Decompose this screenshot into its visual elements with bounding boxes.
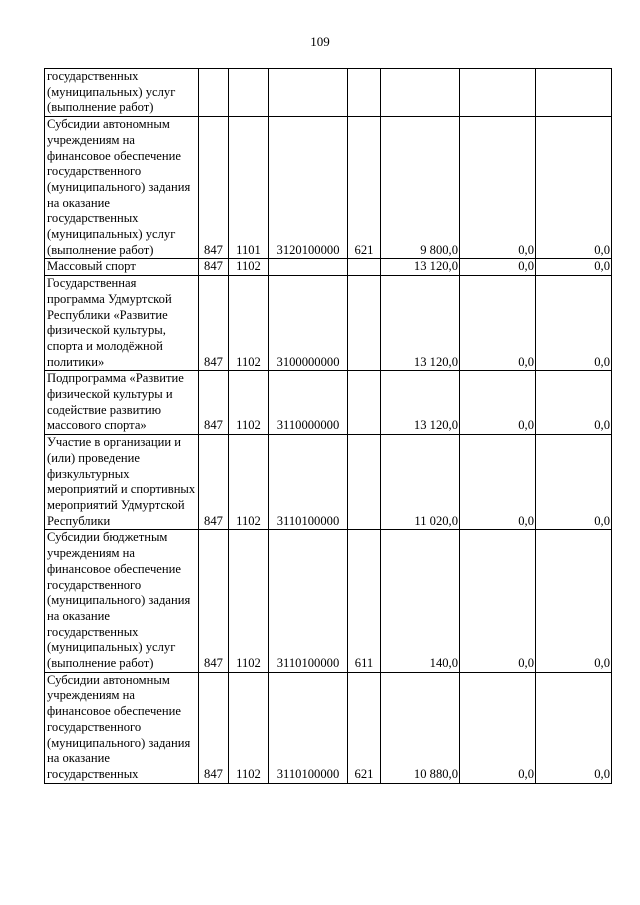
cell-name: государственных (муниципальных) услуг (выполнение работ) bbox=[45, 69, 199, 117]
cell-name: Государственная программа Удмуртской Республики «Развитие физической культуры, спорта и молодёжной политики» bbox=[45, 276, 199, 371]
cell-ministry-code: 847 bbox=[199, 435, 229, 530]
budget-table bbox=[44, 68, 612, 784]
cell-target-article bbox=[269, 259, 348, 276]
cell-amount-3: 0,0 bbox=[536, 276, 612, 371]
cell-target-article: 3110000000 bbox=[269, 371, 348, 435]
cell-amount-2: 0,0 bbox=[460, 530, 536, 672]
cell-target-article: 3110100000 bbox=[269, 530, 348, 672]
table-row bbox=[45, 530, 612, 672]
cell-expense-type: 611 bbox=[348, 530, 381, 672]
cell-target-article: 3110100000 bbox=[269, 435, 348, 530]
cell-amount: 11 020,0 bbox=[381, 435, 460, 530]
cell-section-code: 1102 bbox=[229, 435, 269, 530]
cell-amount-3: 0,0 bbox=[536, 435, 612, 530]
table-row bbox=[45, 371, 612, 435]
cell-section-code: 1102 bbox=[229, 530, 269, 672]
cell-target-article: 3100000000 bbox=[269, 276, 348, 371]
table-row bbox=[45, 259, 612, 276]
cell-name: Субсидии автономным учреждениям на финансовое обеспечение государственного (муниципального) задания на оказание государственных bbox=[45, 672, 199, 783]
table-body bbox=[45, 69, 612, 784]
cell-section-code: 1102 bbox=[229, 276, 269, 371]
cell-expense-type bbox=[348, 276, 381, 371]
cell-expense-type bbox=[348, 371, 381, 435]
cell-expense-type bbox=[348, 259, 381, 276]
table-row bbox=[45, 435, 612, 530]
table-row bbox=[45, 672, 612, 783]
cell-name: Подпрограмма «Развитие физической культуры и содействие развитию массового спорта» bbox=[45, 371, 199, 435]
cell-expense-type: 621 bbox=[348, 672, 381, 783]
cell-amount-2: 0,0 bbox=[460, 435, 536, 530]
cell-expense-type bbox=[348, 69, 381, 117]
cell-target-article bbox=[269, 69, 348, 117]
cell-amount bbox=[381, 69, 460, 117]
cell-name: Участие в организации и (или) проведение физкультурных мероприятий и спортивных мероприятий Удмуртской Республики bbox=[45, 435, 199, 530]
cell-amount: 13 120,0 bbox=[381, 371, 460, 435]
cell-amount-3: 0,0 bbox=[536, 530, 612, 672]
cell-section-code: 1102 bbox=[229, 259, 269, 276]
cell-ministry-code: 847 bbox=[199, 672, 229, 783]
cell-amount-3: 0,0 bbox=[536, 117, 612, 259]
table-row bbox=[45, 117, 612, 259]
cell-ministry-code: 847 bbox=[199, 276, 229, 371]
cell-amount-3: 0,0 bbox=[536, 371, 612, 435]
table-row bbox=[45, 69, 612, 117]
table-row bbox=[45, 276, 612, 371]
cell-section-code bbox=[229, 69, 269, 117]
cell-ministry-code: 847 bbox=[199, 371, 229, 435]
cell-section-code: 1102 bbox=[229, 672, 269, 783]
cell-section-code: 1102 bbox=[229, 371, 269, 435]
cell-name: Субсидии бюджетным учреждениям на финансовое обеспечение государственного (муниципального) задания на оказание государственных (муниципальных) услуг (выполнение работ) bbox=[45, 530, 199, 672]
page-number: 109 bbox=[310, 34, 330, 49]
cell-amount: 140,0 bbox=[381, 530, 460, 672]
cell-name: Субсидии автономным учреждениям на финансовое обеспечение государственного (муниципального) задания на оказание государственных (муниципальных) услуг (выполнение работ) bbox=[45, 117, 199, 259]
cell-amount-2: 0,0 bbox=[460, 117, 536, 259]
cell-amount: 13 120,0 bbox=[381, 259, 460, 276]
cell-expense-type: 621 bbox=[348, 117, 381, 259]
cell-ministry-code: 847 bbox=[199, 117, 229, 259]
cell-amount: 10 880,0 bbox=[381, 672, 460, 783]
cell-section-code: 1101 bbox=[229, 117, 269, 259]
cell-ministry-code: 847 bbox=[199, 259, 229, 276]
cell-target-article: 3120100000 bbox=[269, 117, 348, 259]
cell-amount-3: 0,0 bbox=[536, 672, 612, 783]
cell-amount: 13 120,0 bbox=[381, 276, 460, 371]
cell-ministry-code: 847 bbox=[199, 530, 229, 672]
cell-amount-2: 0,0 bbox=[460, 276, 536, 371]
cell-amount-3: 0,0 bbox=[536, 259, 612, 276]
cell-expense-type bbox=[348, 435, 381, 530]
cell-amount-2 bbox=[460, 69, 536, 117]
cell-ministry-code bbox=[199, 69, 229, 117]
cell-target-article: 3110100000 bbox=[269, 672, 348, 783]
cell-amount-2: 0,0 bbox=[460, 259, 536, 276]
cell-amount: 9 800,0 bbox=[381, 117, 460, 259]
cell-amount-2: 0,0 bbox=[460, 371, 536, 435]
cell-amount-2: 0,0 bbox=[460, 672, 536, 783]
cell-name: Массовый спорт bbox=[45, 259, 199, 276]
cell-amount-3 bbox=[536, 69, 612, 117]
